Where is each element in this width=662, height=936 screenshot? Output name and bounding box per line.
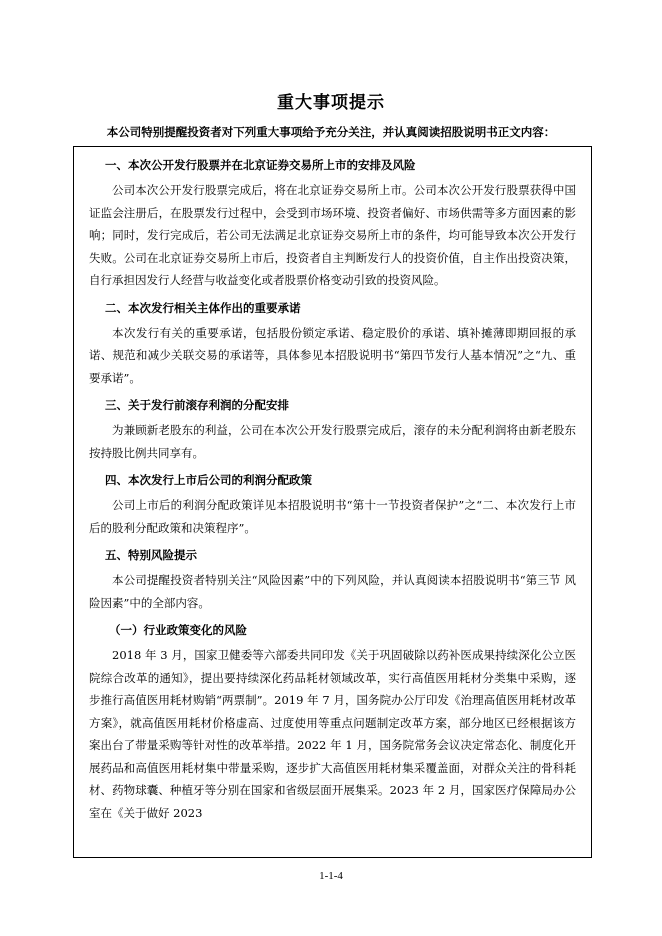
page-number: 1-1-4 — [319, 870, 343, 882]
content-box — [73, 146, 592, 858]
section-heading-5: 五、特别风险提示 — [105, 548, 197, 562]
intro-statement: 本公司特别提醒投资者对下列重大事项给予充分关注，并认真阅读招股说明书正文内容： — [106, 125, 556, 139]
section-heading-2: 二、本次发行相关主体作出的重要承诺 — [105, 300, 301, 315]
section-paragraph-3: 为兼顾新老股东的利益，公司在本次公开发行股票完成后，滚存的未分配利润将由新老股东按持股比例共同享有。 — [89, 423, 576, 460]
section-heading-3: 三、关于发行前滚存利润的分配安排 — [105, 398, 289, 412]
section-heading-1: 一、本次公开发行股票并在北京证券交易所上市的安排及风险 — [105, 158, 416, 172]
section-paragraph-5: 本公司提醒投资者特别关注“风险因素”中的下列风险，并认真阅读本招股说明书“第三节 风险因素”中的全部内容。 — [89, 573, 576, 610]
section-heading-4: 四、本次发行上市后公司的利润分配政策 — [105, 473, 312, 487]
section-paragraph-4: 公司上市后的利润分配政策详见本招股说明书“第十一节投资者保护”之“二、本次发行上市后的股利分配政策和决策程序”。 — [89, 498, 576, 535]
subsection-paragraph: 2018 年 3 月，国家卫健委等六部委共同印发《关于巩固破除以药补医成果持续深化公立医院综合改革的通知》，提出要持续深化药品耗材领域改革，实行高值医用耗材分类集中采购，逐步推行高值医用耗材购销“两票制”。2019 年 7 月，国务院办公厅印发《治理高值医用耗材改革方案》，就高值医用耗材价格虚高、过度使用等重点问题制定改革方案，部分地区已经根据该方案出台了带量采购等针对性的改革举措。2022 年 1 月，国务院常务会议决定常态化、制度化开展药品和高值医用耗材集中带量采购，逐步扩大高值医用耗材集采覆盖面，对群众关注的骨科耗材、药物球囊、种植牙等分别在国家和省级层面开展集采。2023 年 2 月，国家医疗保障局办公室在《关于做好 2023 — [89, 648, 576, 820]
page-title: 重大事项提示 — [277, 93, 385, 113]
section-paragraph-2: 本次发行有关的重要承诺，包括股份锁定承诺、稳定股价的承诺、填补摊薄即期回报的承诺、规范和减少关联交易的承诺等，具体参见本招股说明书“第四节发行人基本情况”之“九、重要承诺”。 — [89, 325, 576, 385]
section-paragraph-1: 公司本次公开发行股票完成后，将在北京证券交易所上市。公司本次公开发行股票获得中国证监会注册后，在股票发行过程中，会受到市场环境、投资者偏好、市场供需等多方面因素的影响；同时，发行完成后，若公司无法满足北京证券交易所上市的条件，均可能导致本次公开发行失败。公司在北京证券交易所上市后，投资者自主判断发行人的投资价值，自主作出投资决策，自行承担因发行人经营与收益变化或者股票价格变动引致的投资风险。 — [89, 183, 576, 287]
subsection-heading: （一）行业政策变化的风险 — [109, 623, 247, 637]
